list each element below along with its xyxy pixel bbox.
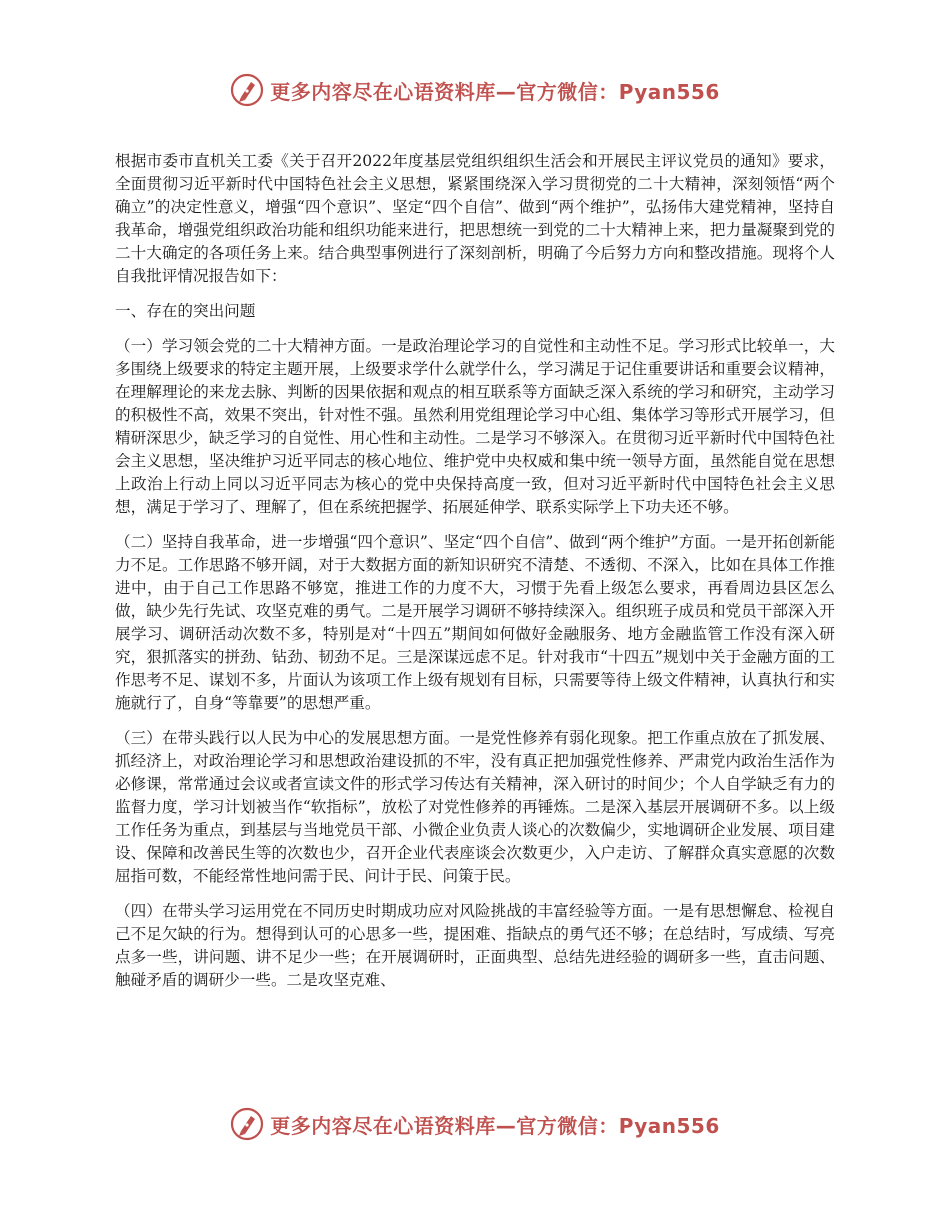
paragraph-4: （四）在带头学习运用党在不同历史时期成功应对风险挑战的丰富经验等方面。一是有思想懈怠、检视自己不足欠缺的行为。想得到认可的心思多一些，提困难、指缺点的勇气还不够；在总结时，写成绩、写亮点多一些，讲问题、讲不足少一些；在开展调研时，正面典型、总结先进经验的调研多一些，直击问题、触碰矛盾的调研少一些。二是攻坚克难、 [115, 902, 835, 989]
watermark-text: 更多内容尽在心语资料库—官方微信：Pyan556 [270, 1113, 720, 1138]
pen-nib-icon [230, 1107, 264, 1141]
header-watermark-banner [0, 68, 950, 112]
paragraph-3: （三）在带头践行以人民为中心的发展思想方面。一是党性修养有弱化现象。把工作重点放在了抓发展、抓经济上，对政治理论学习和思想政治建设抓的不牢，没有真正把加强党性修养、严肃党内政治生活作为必修课，常常通过会议或者宣读文件的形式学习传达有关精神，深入研讨的时间少；个人自学缺乏有力的监督力度，学习计划被当作“软指标”，放松了对党性修养的再锤炼。二是深入基层开展调研不多。以上级工作任务为重点，到基层与当地党员干部、小微企业负责人谈心的次数偏少，实地调研企业发展、项目建设、保障和改善民生等的次数也少，召开企业代表座谈会次数更少，入户走访、了解群众真实意愿的次数屈指可数，不能经常性地问需于民、问计于民、问策于民。 [115, 729, 835, 885]
paragraph-1: （一）学习领会党的二十大精神方面。一是政治理论学习的自觉性和主动性不足。学习形式比较单一，大多围绕上级要求的特定主题开展，上级要求学什么就学什么，学习满足于记住重要讲话和重要会议精神，在理解理论的来龙去脉、判断的因果依据和观点的相互联系等方面缺乏深入系统的学习和研究，主动学习的积极性不高，效果不突出，针对性不强。虽然利用党组理论学习中心组、集体学习等形式开展学习，但精研深思少，缺乏学习的自觉性、用心性和主动性。二是学习不够深入。在贯彻习近平新时代中国特色社会主义思想，坚决维护习近平同志的核心地位、维护党中央权威和集中统一领导方面，虽然能自觉在思想上政治上行动上同以习近平同志为核心的党中央保持高度一致，但对习近平新时代中国特色社会主义思想，满足于学习了、理解了，但在系统把握学、拓展延伸学、联系实际学上下功夫还不够。 [115, 337, 835, 516]
pen-nib-icon [230, 73, 264, 107]
paragraph-2: （二）坚持自我革命，进一步增强“四个意识”、坚定“四个自信”、做到“两个维护”方面。一是开拓创新能力不足。工作思路不够开阔，对于大数据方面的新知识研究不清楚、不透彻、不深入，比如在具体工作推进中，由于自己工作思路不够宽，推进工作的力度不大，习惯于先看上级怎么要求，再看周边县区怎么做，缺少先行先试、攻坚克难的勇气。二是开展学习调研不够持续深入。组织班子成员和党员干部深入开展学习、调研活动次数不多，特别是对“十四五”期间如何做好金融服务、地方金融监管工作没有深入研究，狠抓落实的拼劲、钻劲、韧劲不足。三是深谋远虑不足。针对我市“十四五”规划中关于金融方面的工作思考不足、谋划不多，片面认为该项工作上级有规划有目标，只需要等待上级文件精神，认真执行和实施就行了，自身“等靠要”的思想严重。 [115, 533, 835, 712]
section-heading: 一、存在的突出问题 [115, 302, 256, 320]
document-body [115, 150, 835, 1004]
footer-watermark-banner [0, 1102, 950, 1146]
watermark-text: 更多内容尽在心语资料库—官方微信：Pyan556 [270, 79, 720, 104]
intro-paragraph: 根据市委市直机关工委《关于召开2022年度基层党组织组织生活会和开展民主评议党员的通知》要求，全面贯彻习近平新时代中国特色社会主义思想，紧紧围绕深入学习贯彻党的二十大精神，深刻领悟“两个确立”的决定性意义，增强“四个意识”、坚定“四个自信”、做到“两个维护”，弘扬伟大建党精神，坚持自我革命，增强党组织政治功能和组织功能来进行，把思想统一到党的二十大精神上来，把力量凝聚到党的二十大确定的各项任务上来。结合典型事例进行了深刻剖析，明确了今后努力方向和整改措施。现将个人自我批评情况报告如下： [115, 152, 835, 285]
